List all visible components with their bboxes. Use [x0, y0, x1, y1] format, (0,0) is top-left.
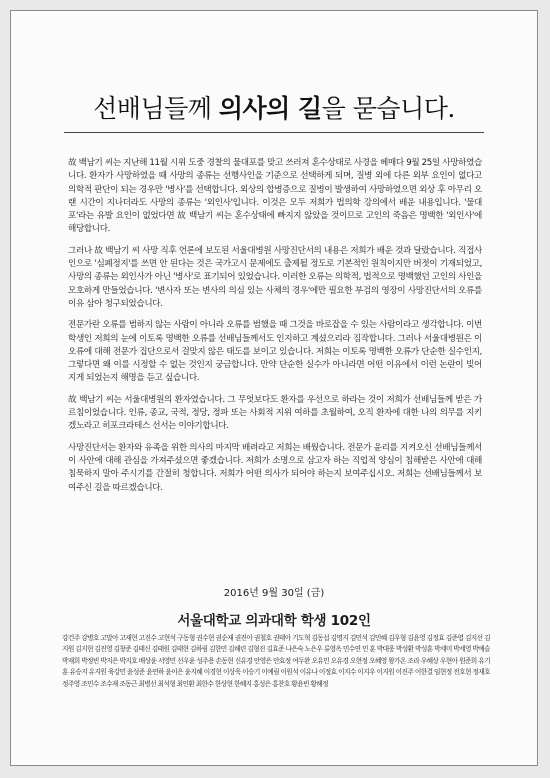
letter-date: 2016년 9월 30일 (금): [223, 588, 325, 599]
paragraph: 故 백남기 씨는 지난해 11월 시위 도중 경찰의 물대포를 맞고 쓰러져 혼수상태로 사경을 헤매다 9월 25일 사망하였습니다. 환자가 사망하였을 때 사망의 종류는 선행사인을 기준으로 선택하게 되며, 질병 외에 다른 외부 요인이 없다고 의학적 판단이 되는 경우만 '병사'를 선택합니다. 외상의 합병증으로 질병이 발생하여 사망하였으면 외상 후 아무리 오랜 시간이 지나더라도 사망의 종류는 '외인사'입니다. 이것은 모두 저희가 법의학 강의에서 배운 내용입니다. '물대포'라는 유발 요인이 없었다면 故 백남기 씨는 혼수상태에 빠지지 않았을 것이므로 고인의 죽음은 명백한 '외인사'에 해당합니다.: [68, 158, 482, 235]
title-divider: [64, 132, 484, 133]
letter-body: [68, 157, 482, 503]
page-title: [11, 89, 537, 125]
paragraph: 그러나 故 백남기 씨 사망 직후 언론에 보도된 서울대병원 사망진단서의 내용은 저희가 배운 것과 달랐습니다. 직접사인으로 '심폐정지'를 쓰면 안 된다는 것은 국가고시 문제에도 출제될 정도로 기본적인 원칙이지만 버젓이 기재되었고, 사망의 종류는 외인사가 아닌 '병사'로 표기되어 있었습니다. 이러한 오류는 의학적, 법적으로 명백했던 고인의 사인을 모호하게 만들었습니다. '변사자 또는 변사의 의심 있는 사체의 경우'에만 필요한 부검의 영장이 사망진단서의 오류를 이유 삼아 청구되었습니다.: [68, 245, 482, 309]
letter-page: [10, 10, 538, 766]
title-part-1: 선배님들께: [93, 94, 219, 123]
signer-title: 서울대학교 의과대학 학생 102인: [177, 613, 371, 629]
paragraph: 전문가란 오류를 범하지 않는 사람이 아니라 오류를 범했을 때 그것을 바로잡을 수 있는 사람이라고 생각합니다. 이번 학생인 저희의 눈에 이토록 명백한 오류를 선배님들께서도 인지하고 계셨으리라 짐작합니다. 그러나 서울대병원은 이 오류에 대해 전문가 집단으로서 걸맞지 않은 태도를 보이고 있습니다. 저희는 이토록 명백한 오류가 단순한 실수인지, 그렇다면 왜 이를 시정할 수 없는 것인지 궁금합니다. 만약 단순한 실수가 아니라면 어떤 이유에서 이런 논란이 빚어지게 되었는지 해명을 듣고 싶습니다.: [68, 320, 482, 384]
paragraph: 故 백남기 씨는 서울대병원의 환자였습니다. 그 무엇보다도 환자를 우선으로 하라는 것이 저희가 선배님들께 받은 가르침이었습니다. 인류, 종교, 국적, 정당, 정파 또는 사회적 지위 여하를 초월하여, 오직 환자에 대한 나의 의무를 지키겠노라고 히포크라테스 선서는 이야기합니다.: [68, 394, 482, 432]
title-part-3: 을 묻습니다.: [321, 94, 455, 123]
paragraph: 사망진단서는 환자와 유족을 위한 의사의 마지막 배려라고 저희는 배웠습니다. 전문가 윤리를 지켜오신 선배님들께서 이 사안에 대해 관심을 가져주셨으면 좋겠습니다. 저희가 소명으로 삼고자 하는 직업적 양심이 침해받은 사안에 대해 침묵하지 말아 주시기를 간절히 청합니다. 저희가 어떤 의사가 되어야 하는지 보여주십시오. 저희는 선배님들께서 보여주신 길을 따르겠습니다.: [68, 442, 482, 493]
title-emphasis: 의사의 길: [218, 94, 322, 123]
signatory-list: 강건주 강병호 고말아 고재현 고진수 고현석 구동형 권수현 권순재 권진아 권철호 권태아 기도혁 김동섭 김명지 김민석 김민혜 김우형 김윤영 김정효 김준엽 김지선 김지원 김지현 김진영 김창준 김태신 김태원 김태현 김하림 김한민 김해린 김형진 김효준 나은숙 노은우 류영옥 민수연 민 훈 박대웅 박성환 박성훈 박세미 박세영 박예슬 박재희 박정빈 박지은 박지호 배상윤 서영민 선우윤 성주용 손동현 신유경 안영은 안효정 여두완 오유민 오유경 오현정 오혜영 왕가온 조라 우혜상 우현아 원준희 유기훈 유승지 유지원 육강민 윤성준 윤연하 윤이은 윤지혜 이경현 이상욱 이승기 이예림 이원석 이유나 이정효 이지수 이지우 이지원 이진주 이한결 임현정 전호현 정재호 정주영 조민수 조수재 조동근 최병선 최석형 최인환 최한수 한상현 한혜지 홍성은 홍찬호 황윤빈 황해정: [62, 634, 490, 688]
